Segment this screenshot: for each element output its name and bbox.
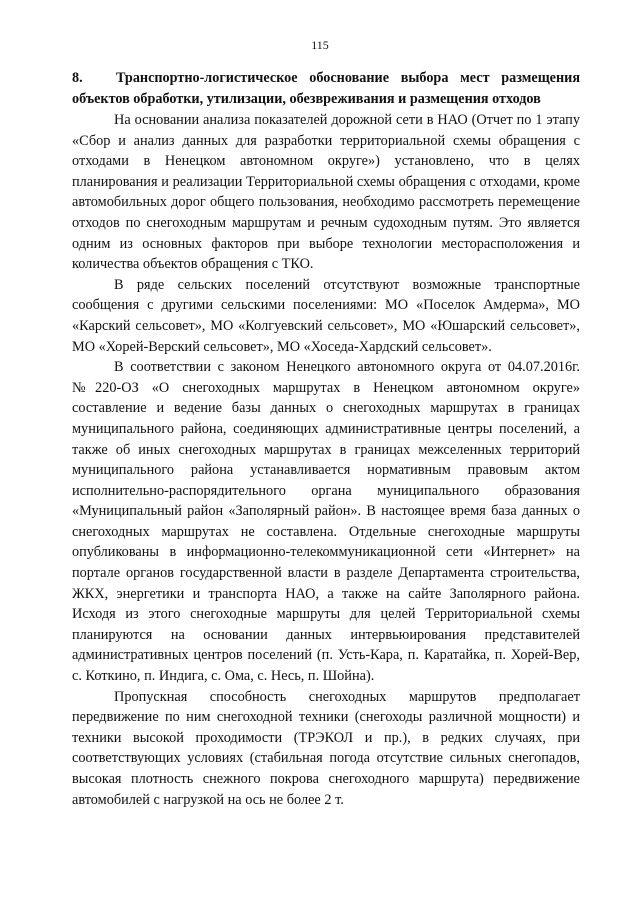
paragraph: Пропускная способность снегоходных маршрутов предполагает передвижение по ним снегоходной техники (снегоходы различной мощности) и техники высокой проходимости (ТРЭКОЛ и пр.), в редких случаях, при соответствующих условиях (стабильная погода отсутствие сильных снегопадов, высокая плотность снежного покрова снегоходного маршрута) передвижение автомобилей с нагрузкой на ось не более 2 т. [72, 688, 580, 808]
section-heading [72, 68, 580, 110]
paragraph: В соответствии с законом Ненецкого автономного округа от 04.07.2016г. №220-ОЗ «О снегоходных маршрутах в Ненецком автономном округе» составление и ведение базы данных о снегоходных маршрутах в границах муниципального района, соединяющих административные центры поселений, а также об иных снегоходных маршрутах в границах межселенных территорий муниципального района устанавливается нормативным правовым актом исполнительно-распорядительного органа муниципального образования «Муниципальный район «Заполярный район». В настоящее время база данных о снегоходных маршрутах не составлена. Отдельные снегоходные маршруты опубликованы в информационно-телекоммуникационной сети «Интернет» на портале органов государственной власти в разделе Департамента строительства, ЖКХ, энергетики и транспорта НАО, а также на сайте Заполярного района. Исходя из этого снегоходные маршруты для целей Территориальной схемы планируются на основании данных интервьюирования представителей административных центров поселений (п. Усть-Кара, п. Каратайка, п. Хорей-Вер, с. Коткино, п. Индига, с. Ома, с. Несь, п. Шойна). [72, 359, 580, 685]
body-text [72, 110, 580, 810]
section-title: Транспортно-логистическое обоснование выбора мест размещения объектов обработки, утилизации, обезвреживания и размещения отходов [72, 70, 580, 107]
paragraph: На основании анализа показателей дорожной сети в НАО (Отчет по 1 этапу «Сбор и анализ данных для разработки территориальной схемы обращения с отходами в Ненецком автономном округе») установлено, что в целях планирования и реализации Территориальной схемы обращения с отходами, кроме автомобильных дорог общего пользования, необходимо рассмотреть перемещение отходов по снегоходным маршрутам и речным судоходным путям. Это является одним из основных факторов при выборе технологии месторасположения и количества объектов обращения с ТКО. [72, 112, 580, 273]
paragraph: В ряде сельских поселений отсутствуют возможные транспортные сообщения с другими сельскими поселениями: МО «Поселок Амдерма», МО «Карский сельсовет», МО «Колгуевский сельсовет», МО «Юшарский сельсовет», МО «Хорей-Верский сельсовет», МО «Хоседа-Хардский сельсовет». [72, 276, 580, 355]
page-number: 115 [311, 38, 329, 52]
section-number: 8. [72, 70, 83, 86]
